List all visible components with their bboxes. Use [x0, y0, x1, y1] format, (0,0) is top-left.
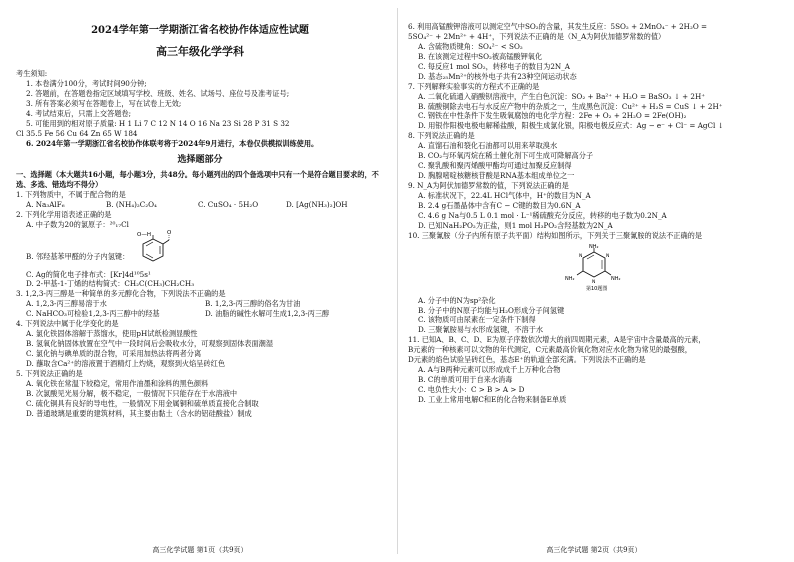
- option-c: C. 每反应1 mol SO₂，转移电子的数目为2N_A: [418, 61, 570, 71]
- notice-item: 6. 2024年第一学期浙江省名校协作体联考将于2024年9月进行，本卷仅供模拟训练使用。: [26, 138, 319, 148]
- question-4-stem: 4. 下列说法中属于化学变化的是: [16, 319, 119, 329]
- question-11-stem-cont: D元素的焰色试验呈砖红色，基态E⁺的轨道全部充满。下列说法不正确的是: [408, 355, 646, 365]
- question-8-stem: 8. 下列说法正确的是: [408, 131, 475, 141]
- option-a: A. 含硫物质键角：SO₄²⁻ < SO₂: [418, 41, 523, 51]
- option-d: D. 胸腺嘧啶核糖核苷酸是RNA基本组成单位之一: [418, 171, 575, 181]
- option-d: D. 蘸取含Ca²⁺的溶液置于酒精灯上灼烧，观察到火焰呈砖红色: [26, 358, 226, 368]
- question-3-stem: 3. 1,2,3-丙三醇是一种简单的多元醇化合物，下列说法不正确的是: [16, 289, 226, 299]
- notice-item: Cl 35.5 Fe 56 Cu 64 Zn 65 W 184: [16, 128, 138, 138]
- n-label: N: [579, 253, 583, 259]
- option-b: B. 氢氧化钠固体放置在空气中一段时间后会吸收水分，可观察到固体表面潮湿: [26, 339, 274, 349]
- option-d: D. 基态₂₅Mn²⁺的核外电子共有23种空间运动状态: [418, 71, 577, 81]
- question-11-stem: 11. 已知A、B、C、D、E为原子序数依次增大的前四周期元素，A是宇宙中含量最高的元素，: [408, 335, 706, 345]
- option-c: C. 聚乳酸和聚丙烯酸甲酯均可通过加聚反应制得: [418, 161, 572, 171]
- option-b: B. 2.4 g石墨晶体中含有C − C键的数目为0.6N_A: [418, 200, 581, 210]
- option-c: C. 氯化钠与碘单质的混合物，可采用加热法将两者分离: [26, 349, 202, 358]
- option-c: C. 4.6 g Na与0.5 L 0.1 mol · L⁻¹稀硫酸充分反应，转移的电子数为0.2N_A: [418, 210, 667, 220]
- option-a: A. Na₃AlF₆: [26, 199, 65, 209]
- notice-item: 2. 答题前，在答题卷指定区域填写学校、班级、姓名、试场号、座位号及准考证号;: [26, 88, 290, 98]
- option-b: B. 1,2,3-丙三醇的俗名为甘油: [205, 299, 301, 309]
- salicylaldehyde-structure: [129, 230, 177, 270]
- notice-item: 1. 本卷满分100分，考试时间90分钟;: [26, 78, 147, 88]
- option-d: D. 已知NaH₂PO₂为正盐，则1 mol H₃PO₂含羟基数为2N_A: [418, 220, 613, 230]
- option-c: C. CuSO₄ · 5H₂O: [198, 199, 259, 209]
- part-intro: 一、选择题（本大题共16小题，每小题3分，共48分。每小题列出的四个备选项中只有一个是符合题目要求的，不选、多选、错选均不得分）: [16, 169, 379, 189]
- nh2-label: NH₂: [565, 275, 575, 282]
- option-d: D. 用银作阳极电极电解稀盐酸，阳极生成氯化银，阳极电极反应式：Ag − e⁻ + Cl⁻ = AgCl ↓: [418, 121, 724, 131]
- option-c: C. 钢铁在中性条件下发生吸氧腐蚀的电化学方程：2Fe + O₂ + 2H₂O = 2Fe(OH)₂: [418, 111, 687, 121]
- exam-subtitle: 高三年级化学学科: [156, 44, 244, 58]
- question-11-stem-cont: B元素的一种核素可以文物的年代测定，C元素最高价氧化物对应水化物为常见的最强酸，: [408, 345, 692, 355]
- option-c: C. 硫化铜具有良好的导电性，一般情况下用金属铜和硫单质直接化合制取: [26, 398, 259, 408]
- nh2-label: NH₂: [611, 275, 621, 282]
- option-d: D. 2-甲基-1-丁烯的结构简式：CH₂C(CH₃)CH₂CH₃: [26, 279, 195, 289]
- option-a: A. 1,2,3-丙三醇易溶于水: [26, 299, 107, 309]
- page-footer: 高三化学试题 第1页（共9页）: [152, 546, 248, 555]
- option-a: A. A与B两种元素可以形成成千上万种化合物: [418, 365, 561, 375]
- option-b: B. C的单质可用于自来水消毒: [418, 375, 513, 385]
- option-a: A. 分子中的N为sp²杂化: [418, 295, 496, 305]
- notice-heading: 考生须知:: [16, 68, 48, 78]
- question-1-stem: 1. 下列物质中，不属于配合物的是: [16, 189, 126, 199]
- question-9-stem: 9. N_A为阿伏加德罗常数的值，下列说法正确的是: [408, 181, 569, 190]
- option-c: C. Ag的简化电子排布式：[Kr]4d¹⁰5s¹: [26, 269, 151, 279]
- page-2: [404, 0, 784, 562]
- page-1: [10, 0, 390, 562]
- oh-label: O—H: [137, 231, 152, 238]
- option-b: B. 次氯酸见光易分解，极不稳定，一般情况下只能存在于水溶液中: [26, 388, 238, 398]
- option-a: A. 氯化铁固体溶解于蒸馏水，使用pH试纸检测显酸性: [26, 329, 198, 339]
- question-3-options-row2: [16, 309, 384, 319]
- question-1-options: [16, 200, 384, 210]
- notice-item: 3. 所有答案必须写在答题卷上，写在试卷上无效;: [26, 98, 182, 108]
- question-5-stem: 5. 下列说法正确的是: [16, 368, 83, 378]
- option-d: D. 普通玻璃是重要的建筑材料，其主要由黏土（含水的铝硅酸盐）制成: [26, 408, 252, 418]
- option-a: A. 直馏石油和裂化石油都可以用来萃取溴水: [418, 141, 558, 151]
- exam-title: 2024学年第一学期浙江省名校协作体适应性试题: [91, 25, 309, 36]
- option-a: A. 中子数为20的氯原子：²⁰₁₇Cl: [26, 219, 129, 229]
- figure-caption: 第10题图: [586, 285, 608, 291]
- n-label: N: [606, 253, 610, 259]
- o-label: O: [167, 229, 172, 236]
- option-b-row: [16, 230, 384, 270]
- question-6-stem-cont: 5SO₄²⁻ + 2Mn²⁺ + 4H⁺，下列说法不正确的是（N_A为阿伏加德罗常数的值）: [408, 31, 666, 41]
- section-title: 选择题部分: [177, 155, 223, 166]
- option-b: B. 分子中的N原子均能与H₂O形成分子间氢键: [418, 305, 565, 315]
- option-b: B. (NH₄)₂C₂O₄: [106, 199, 157, 209]
- option-a: A. 氧化铁在常温下较稳定，常用作油墨和涂料的黑色颜料: [26, 378, 209, 388]
- option-d: D. 油脂的碱性水解可生成1,2,3-丙三醇: [205, 309, 330, 319]
- question-2-stem: 2. 下列化学用语表述正确的是: [16, 209, 112, 219]
- page-footer: 高三化学试题 第2页（共9页）: [546, 546, 642, 555]
- option-a: A. 标准状况下，22.4L HCl气体中，H⁺的数目为N_A: [418, 190, 591, 200]
- option-b: B. 邻羟基苯甲醛的分子内氢键：: [26, 251, 130, 261]
- question-3-options-row1: [16, 299, 384, 309]
- n-label: N: [592, 279, 596, 285]
- option-c: C. 电负性大小：C > B > A > D: [418, 385, 525, 394]
- option-b: B. 硫酸铜除去电石与水反应产物中的杂质之一，生成黑色沉淀：Cu²⁺ + H₂S = CuS ↓ + 2H⁺: [418, 101, 723, 111]
- melamine-structure: [559, 243, 629, 291]
- option-c: C. 该物质可由尿素在一定条件下制得: [418, 315, 536, 325]
- option-b: B. 在该测定过程中SO₂被高锰酸钾氧化: [418, 51, 543, 61]
- question-6-stem: 6. 利用高锰酸钾溶液可以测定空气中SO₂的含量，其发生反应：5SO₂ + 2MnO₄⁻ + 2H₂O =: [408, 22, 708, 31]
- melamine-figure: [408, 243, 780, 294]
- option-b: B. CO₂与环氧丙烷在稀土催化剂下可生成可降解高分子: [418, 151, 594, 161]
- question-7-stem: 7. 下列解释实验事实的方程式不正确的是: [408, 81, 540, 91]
- option-a: A. 二氧化硫通入硝酸钡溶液中，产生白色沉淀：SO₂ + Ba²⁺ + H₂O = BaSO₃ ↓ + 2H⁺: [418, 91, 706, 101]
- question-10-stem: 10. 三聚氰胺（分子内所有原子共平面）结构如图所示，下列关于三聚氰胺的说法不正确的是: [408, 230, 703, 240]
- page-divider: [397, 8, 398, 554]
- option-d: D. [Ag(NH₃)₂]OH: [286, 199, 348, 209]
- nh2-label: NH₂: [589, 243, 599, 250]
- notice-item: 5. 可能用到的相对原子质量: H 1 Li 7 C 12 N 14 O 16 Na 23 Si 28 P 31 S 32: [26, 118, 290, 128]
- option-d: D. 三聚氰胺易与水形成氢键，不溶于水: [418, 325, 544, 335]
- option-d: D. 工业上常用电解C和E的化合物来制备E单质: [418, 394, 567, 404]
- notice-item: 4. 考试结束后，只需上交答题卷;: [26, 108, 132, 118]
- notice-list: [16, 79, 384, 129]
- option-c: C. NaHCO₃可检验1,2,3-丙三醇中的羟基: [26, 309, 160, 319]
